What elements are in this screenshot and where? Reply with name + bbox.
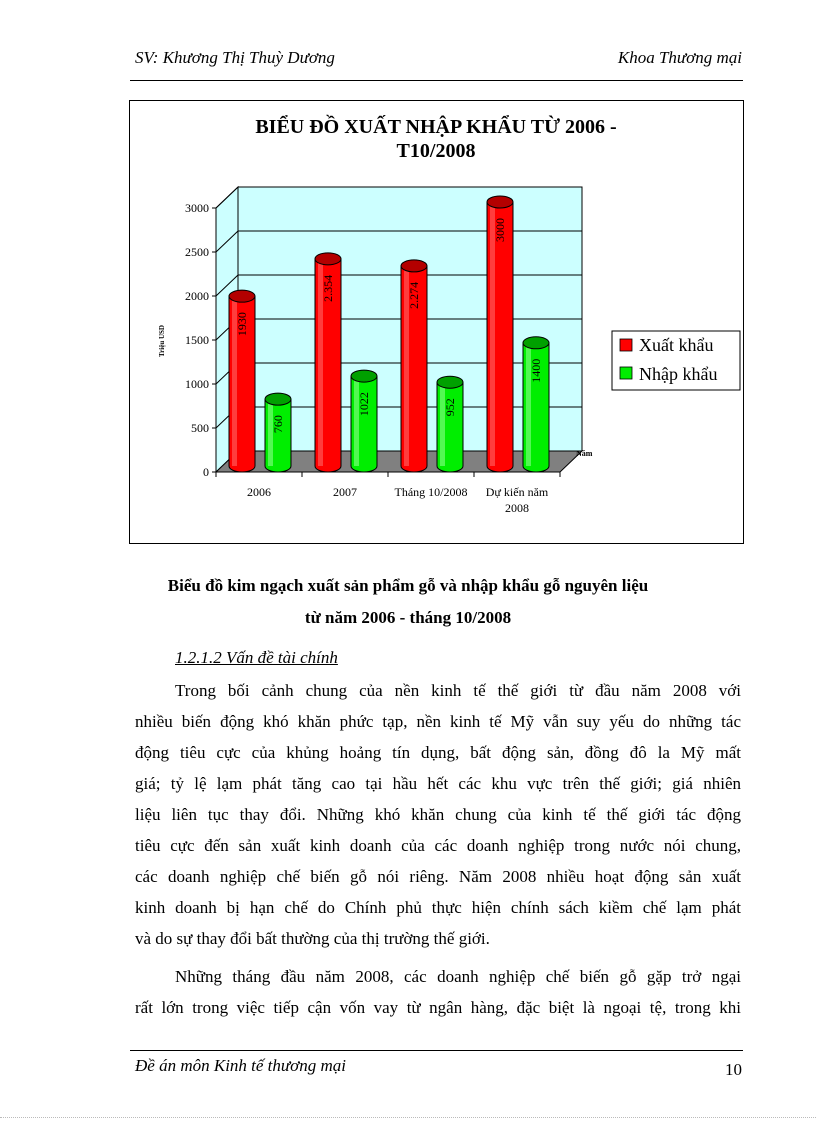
y-tick-label: 1000 [185,377,209,391]
bar-highlight [440,382,445,466]
bar-chart [130,101,743,543]
x-axis-label: Năm [576,449,593,458]
bar-highlight [354,376,359,466]
data-label: 760 [271,415,285,434]
data-label: 2.354 [321,274,335,302]
header-student: SV: Khương Thị Thuỳ Dương [135,48,335,67]
legend-label-export: Xuất khẩu [639,335,714,355]
y-tick-label: 0 [203,465,209,479]
x-tick-label: 2008 [505,501,529,515]
paragraph-1 [135,675,741,954]
header-faculty: Khoa Thương mại [617,48,742,67]
text-line: rất lớn trong việc tiếp cận vốn vay từ ngân hàng, đặc biệt là ngoại tệ, trong khi [135,998,741,1017]
text-line: nhiều biến động khó khăn phức tạp, nền kinh tế Mỹ vẫn suy yếu do những tác [135,712,741,731]
legend-label-import: Nhập khẩu [639,364,718,384]
bar-top [487,196,513,208]
text-line: Những tháng đầu năm 2008, các doanh nghiệp chế biến gỗ gặp trở ngại [175,967,741,986]
chart-frame [129,100,744,544]
plot-area [185,187,582,515]
bar-top [351,370,377,382]
text-line: kinh doanh bị hạn chế do Chính phủ thực hiện chính sách kiềm chế lạm phát [135,898,741,917]
data-label: 1400 [529,358,543,383]
page-edge [0,1117,816,1118]
text-line: động tiêu cực của khủng hoảng tín dụng, bất động sản, đồng đô la Mỹ mất [135,743,741,762]
figure-caption-line2: từ năm 2006 - tháng 10/2008 [304,608,512,627]
text-line: giá; tỷ lệ lạm phát tăng cao tại hầu hết các khu vực trên thế giới; giá nhiên [135,774,741,793]
y-tick-label: 3000 [185,201,209,215]
footer-rule [130,1050,743,1051]
y-tick-label: 2500 [185,245,209,259]
paragraph-2 [135,961,741,1023]
data-label: 3000 [493,218,507,242]
data-label: 2.274 [407,281,421,309]
text-line: liệu liên tục thay đổi. Những khó khăn chung của kinh tế thế giới tác động [135,805,741,824]
bar-top [229,290,255,302]
legend-swatch-export [620,339,632,351]
section-heading: 1.2.1.2 Vấn đề tài chính [175,648,338,667]
legend [612,331,740,390]
x-tick-label: 2007 [333,485,357,499]
y-axis-label: Triệu USD [158,325,166,357]
bar-top [265,393,291,405]
y-tick-label: 2000 [185,289,209,303]
text-line: tiêu cực đến sản xuất kinh doanh của các doanh nghiệp trong nước nói chung, [135,836,741,855]
y-tick-label: 1500 [185,333,209,347]
page-number: 10 [725,1060,742,1079]
bar-top [437,376,463,388]
legend-swatch-import [620,367,632,379]
data-label: 1022 [357,392,371,417]
data-label: 952 [443,398,457,417]
y-tick-label: 500 [191,421,209,435]
x-tick-label: Dự kiến năm [485,485,549,499]
footer-course: Đề án môn Kinh tế thương mại [135,1056,346,1075]
data-label: 1930 [235,312,249,337]
figure-caption-line1: Biểu đồ kim ngạch xuất sản phẩm gỗ và nhập khẩu gỗ nguyên liệu [167,576,649,595]
x-tick-label: Tháng 10/2008 [394,485,468,499]
bar-top [315,253,341,265]
text-line: Trong bối cảnh chung của nền kinh tế thế giới từ đầu năm 2008 với [175,681,741,700]
bar-top [401,260,427,272]
bar-top [523,337,549,349]
header-rule [130,80,743,81]
text-line: và do sự thay đổi bất thường của thị trường thế giới. [135,929,490,948]
chart-title-line1: BIỂU ĐỒ XUẤT NHẬP KHẨU TỪ 2006 - [255,116,617,138]
x-tick-label: 2006 [247,485,271,499]
chart-title-line2: T10/2008 [396,140,476,162]
text-line: các doanh nghiệp chế biến gỗ nói riêng. Năm 2008 nhiều hoạt động sản xuất [135,867,741,886]
